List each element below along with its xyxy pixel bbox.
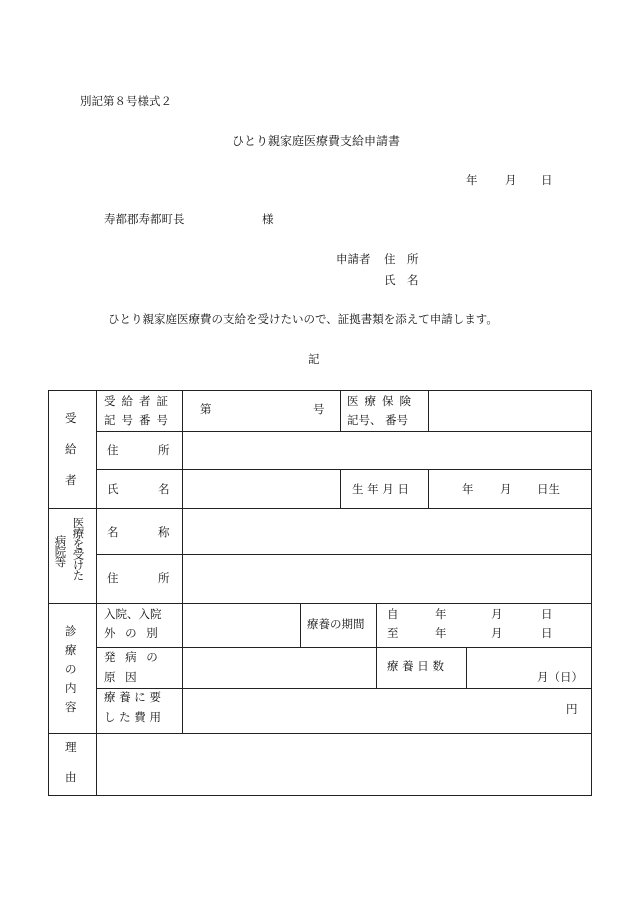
care-header-1: 診 xyxy=(65,624,77,638)
addressee-name: 寿都郡寿都町長 xyxy=(104,212,185,226)
recipient-header-3: 者 xyxy=(65,473,77,487)
period-from-month: 月 xyxy=(491,607,503,621)
form-number: 別記第８号様式２ xyxy=(80,94,172,108)
period-to-year: 年 xyxy=(435,626,447,640)
recipient-address-label-1: 住 xyxy=(107,443,119,457)
cost-label-line2: し た 費 用 xyxy=(104,710,161,724)
cert-gou: 号 xyxy=(313,402,325,416)
care-header-2: 療 xyxy=(65,643,77,657)
days-label: 療 養 日 数 xyxy=(387,659,444,673)
period-label: 療養の期間 xyxy=(307,617,365,631)
hospital-header-col1: 医療を受けた xyxy=(71,517,86,580)
hospital-name-label-2: 称 xyxy=(158,525,170,539)
date-day-label: 日 xyxy=(541,173,553,187)
recipient-address-label-2: 所 xyxy=(158,443,170,457)
period-to-day: 日 xyxy=(541,626,553,640)
cert-no-label-line1: 受給者証 xyxy=(104,394,174,408)
recipient-name-label-1: 氏 xyxy=(107,482,119,496)
cost-yen: 円 xyxy=(566,702,578,716)
period-to-month: 月 xyxy=(491,626,503,640)
care-header-3: の xyxy=(65,662,77,676)
birth-year: 年 xyxy=(462,482,474,496)
inout-label-line2: 外 の 別 xyxy=(104,626,161,640)
hospital-header-col2: 病院等 xyxy=(53,535,68,567)
birth-day: 日生 xyxy=(537,482,560,496)
insurance-label-line1: 医療保険 xyxy=(347,394,417,408)
inout-label-line1: 入院、入院 xyxy=(104,607,162,621)
birth-label: 生 年 月 日 xyxy=(352,482,409,496)
days-unit: 月（日） xyxy=(537,670,583,684)
hospital-name-label-1: 名 xyxy=(107,525,119,539)
addressee-honorific: 様 xyxy=(262,212,274,226)
page-title: ひとり親家庭医療費支給申請書 xyxy=(232,134,401,148)
cost-label-line1: 療 養 に 要 xyxy=(104,690,161,704)
statement: ひとり親家庭医療費の支給を受けたいので、証拠書類を添えて申請します。 xyxy=(108,312,498,326)
period-from-year: 年 xyxy=(435,607,447,621)
period-from: 自 xyxy=(387,607,399,621)
recipient-header-1: 受 xyxy=(65,411,77,425)
period-from-day: 日 xyxy=(541,607,553,621)
ki-label: 記 xyxy=(308,352,320,366)
recipient-header-2: 給 xyxy=(65,442,77,456)
cert-dai: 第 xyxy=(200,402,212,416)
applicant-label: 申請者 xyxy=(336,252,371,266)
reason-header-1: 理 xyxy=(65,740,77,754)
hospital-address-label-1: 住 xyxy=(107,571,119,585)
birth-month: 月 xyxy=(500,482,512,496)
cause-label-line1: 発 病 の xyxy=(104,650,161,664)
care-header-4: 内 xyxy=(65,681,77,695)
reason-header-2: 由 xyxy=(65,770,77,784)
date-month-label: 月 xyxy=(505,173,517,187)
cause-label-line2: 原 因 xyxy=(104,670,140,684)
applicant-address-label: 住 所 xyxy=(384,252,419,266)
recipient-name-label-2: 名 xyxy=(158,482,170,496)
hospital-address-label-2: 所 xyxy=(158,571,170,585)
date-year-label: 年 xyxy=(466,173,478,187)
applicant-name-label: 氏 名 xyxy=(384,273,419,287)
care-header-5: 容 xyxy=(65,700,77,714)
cert-no-label-line2: 記号番号 xyxy=(104,413,174,427)
insurance-label-line2: 記号、 番号 xyxy=(347,413,409,427)
period-to: 至 xyxy=(387,626,399,640)
